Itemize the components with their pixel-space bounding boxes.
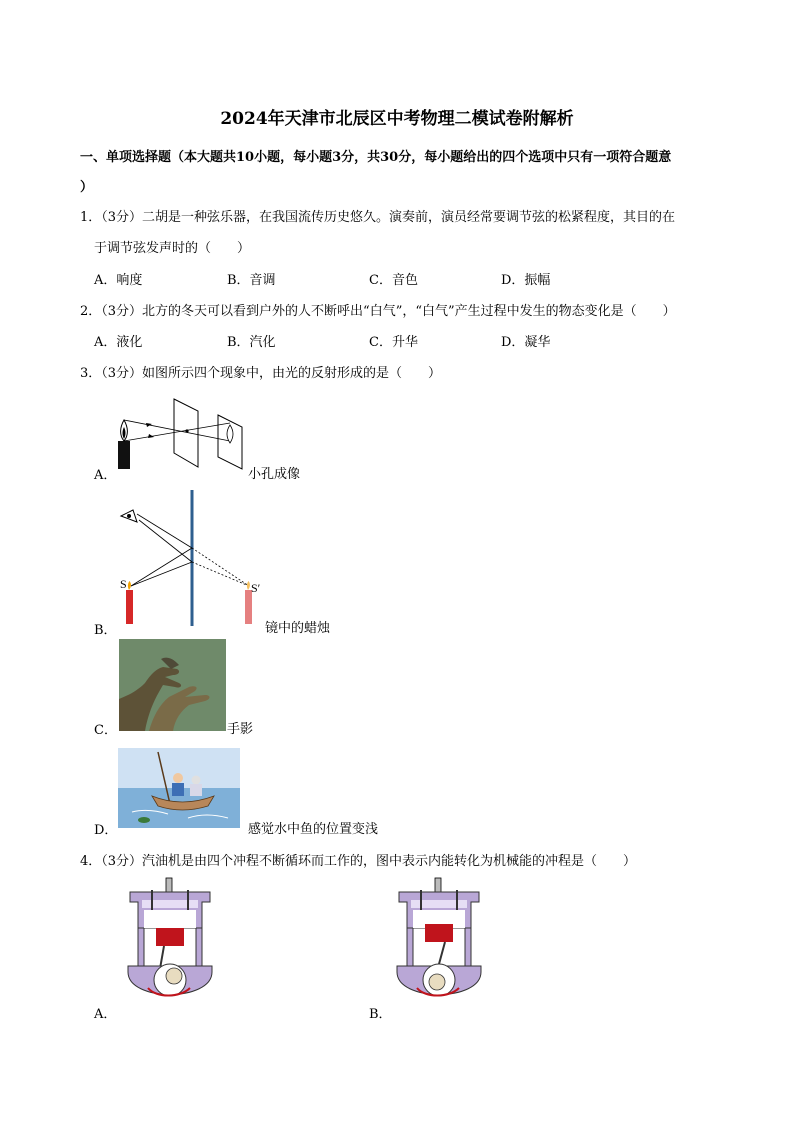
q1-option-b: B．音调 bbox=[227, 273, 276, 288]
pinhole-figure bbox=[110, 393, 250, 473]
q1-option-d: D．振幅 bbox=[501, 273, 551, 288]
section-heading-line1: 一、单项选择题（本大题共10小题，每小题3分，共30分，每小题给出的四个选项中只有一项符合题意 bbox=[80, 150, 672, 165]
q3-option-d-label: D． bbox=[94, 823, 118, 838]
q4-option-b-label: B． bbox=[369, 1007, 392, 1022]
engine-stroke-a-figure bbox=[120, 876, 220, 1014]
mirror-figure bbox=[115, 490, 265, 630]
section-heading-line2: ） bbox=[80, 180, 94, 195]
q3-option-c-caption: 手影 bbox=[227, 722, 254, 737]
page-title: 2024年天津市北辰区中考物理二模试卷附解析 bbox=[220, 109, 574, 129]
q1-option-c: C．音色 bbox=[369, 273, 418, 288]
q3-stem-line1: 3．（3分）如图所示四个现象中，由光的反射形成的是（ ） bbox=[80, 366, 442, 381]
q3-option-b-caption: 镜中的蜡烛 bbox=[265, 621, 331, 636]
q4-stem-line1: 4．（3分）汽油机是由四个冲程不断循环而工作的，图中表示内能转化为机械能的冲程是（ ） bbox=[80, 854, 637, 869]
q3-option-a-label: A． bbox=[94, 468, 117, 483]
mirror-image-label: S′ bbox=[251, 581, 261, 595]
boat-fish-photo bbox=[118, 748, 240, 828]
engine-stroke-b-figure bbox=[389, 876, 489, 1014]
q1-stem-line2: 于调节弦发声时的（ ） bbox=[94, 241, 251, 256]
q4-option-a-label: A． bbox=[94, 1007, 117, 1022]
q2-option-b: B．汽化 bbox=[227, 335, 276, 350]
q2-option-c: C．升华 bbox=[369, 335, 418, 350]
q3-option-d-caption: 感觉水中鱼的位置变浅 bbox=[248, 822, 379, 837]
q2-option-a: A．液化 bbox=[94, 335, 143, 350]
q2-option-d: D．凝华 bbox=[501, 335, 551, 350]
hand-shadow-photo bbox=[119, 639, 226, 731]
q1-stem-line1: 1．（3分）二胡是一种弦乐器，在我国流传历史悠久。演奏前，演员经常要调节弦的松紧程度，其目的在 bbox=[80, 210, 676, 225]
section-heading bbox=[80, 143, 730, 203]
q1-option-a: A．响度 bbox=[94, 273, 143, 288]
q2-stem-line1: 2．（3分）北方的冬天可以看到户外的人不断呼出“白气”，“白气”产生过程中发生的物态变化是（ ） bbox=[80, 304, 676, 319]
q3-option-c-label: C． bbox=[94, 723, 117, 738]
mirror-source-label: S bbox=[120, 577, 127, 591]
q3-option-b-label: B． bbox=[94, 623, 117, 638]
q3-option-a-caption: 小孔成像 bbox=[248, 467, 301, 482]
